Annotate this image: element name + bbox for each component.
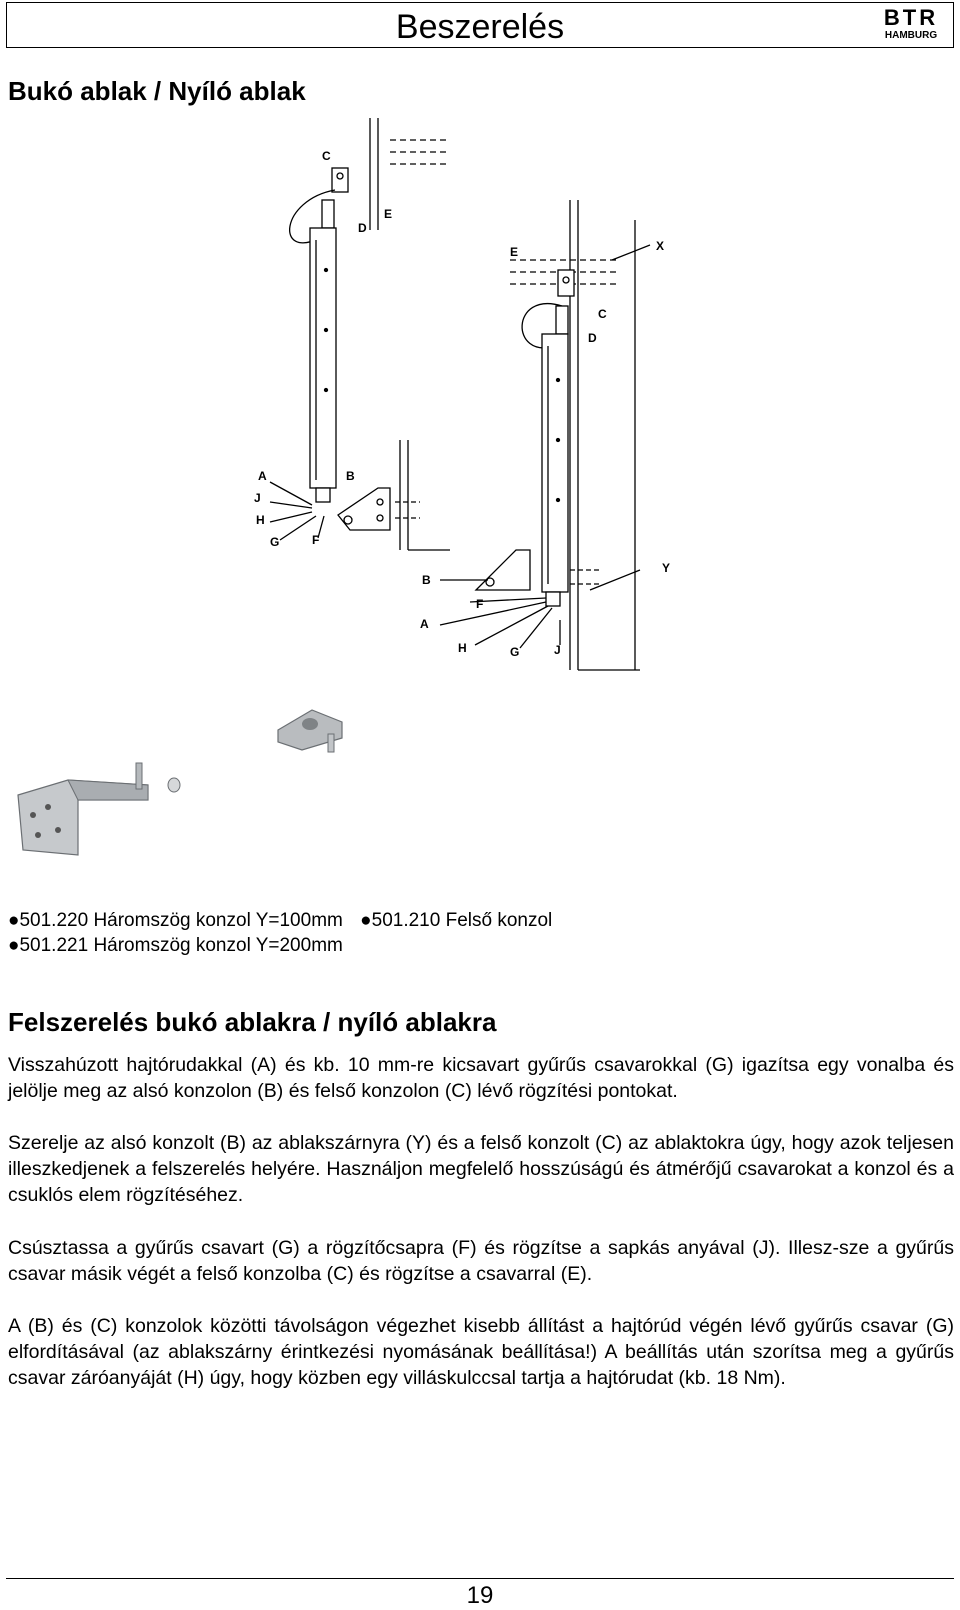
label-e-right: E [510, 245, 519, 259]
section-title-window-type: Bukó ablak / Nyíló ablak [8, 76, 306, 106]
label-g-left: G [270, 535, 280, 549]
label-e-left: E [384, 207, 393, 221]
label-b-left: B [346, 469, 355, 483]
label-h-right: H [458, 641, 467, 655]
label-f-right: F [476, 597, 484, 611]
label-d-right: D [588, 331, 597, 345]
footer-divider [6, 1578, 954, 1579]
paragraph-alignment: Visszahúzott hajtórudakkal (A) és kb. 10 mm-re kicsavart gyűrűs csavarokkal (G) igazítsa egy vonalba és jelölje meg az alsó konzolon (B) és felső konzolon (C) lévő rögzítési pontokat. [8, 1054, 954, 1102]
label-x: X [656, 239, 665, 253]
label-j-right: J [554, 643, 561, 657]
label-b-right: B [422, 573, 431, 587]
label-a-left: A [258, 469, 267, 483]
product-row-2 [8, 933, 552, 958]
label-f-left: F [312, 533, 320, 547]
label-a-right: A [420, 617, 429, 631]
product-list [8, 908, 552, 958]
paragraph-mounting: Szerelje az alsó konzolt (B) az ablakszárnyra (Y) és a felső konzolt (C) az ablaktokra úgy, hogy azok teljesen illeszkedjenek a felszerelés helyére. Használjon megfelelő hosszúságú és átmérőjű csavarokat a konzol és a csuklós elem rögzítéséhez. [8, 1132, 954, 1206]
label-d-left: D [358, 221, 367, 235]
label-h-left: H [256, 513, 265, 527]
header-title: Beszerelés [395, 8, 565, 46]
label-g-right: G [510, 645, 520, 659]
bullet: ● [8, 910, 20, 931]
label-c-right: C [598, 307, 607, 321]
label-j-left: J [254, 491, 261, 505]
brand-name: BTR [883, 5, 939, 30]
installation-diagram [240, 110, 710, 680]
brand-logo [875, 6, 947, 42]
page-number: 19 [466, 1582, 494, 1609]
paragraph-ring-screw: Csúsztassa a gyűrűs csavart (G) a rögzítőcsapra (F) és rögzítse a sapkás anyával (J). Illesz-sze a gyűrűs csavar másik végét a felső konzolba (C) és rögzítse a csavarral (E). [8, 1237, 954, 1285]
paragraph-adjustment: A (B) és (C) konzolok közötti távolságon végezhet kisebb állítást a hajtórúd végén lévő gyűrűs csavar (G) elfordításával (az ablakszárny érintkezési nyomásának beállítása!) A beállítás után szorítsa meg a gyűrűs csavar záróanyáját (H) úgy, hogy közben egy villáskulccsal tartja a hajtórudat (kb. 18 Nm). [8, 1315, 954, 1389]
product-220: 501.220 Háromszög konzol Y=100mm [19, 910, 343, 931]
page-header [6, 2, 954, 48]
product-221: 501.221 Háromszög konzol Y=200mm [19, 935, 343, 956]
label-y: Y [662, 561, 671, 575]
section-title-installation: Felszerelés bukó ablakra / nyíló ablakra [8, 1007, 497, 1037]
bullet: ● [360, 910, 372, 931]
triangle-bracket-photo [8, 755, 198, 865]
label-c-left: C [322, 149, 331, 163]
product-row-1 [8, 908, 552, 933]
product-210: 501.210 Felső konzol [371, 910, 553, 931]
bullet: ● [8, 935, 20, 956]
brand-subtitle: HAMBURG [884, 30, 938, 41]
upper-bracket-photo [272, 700, 362, 760]
